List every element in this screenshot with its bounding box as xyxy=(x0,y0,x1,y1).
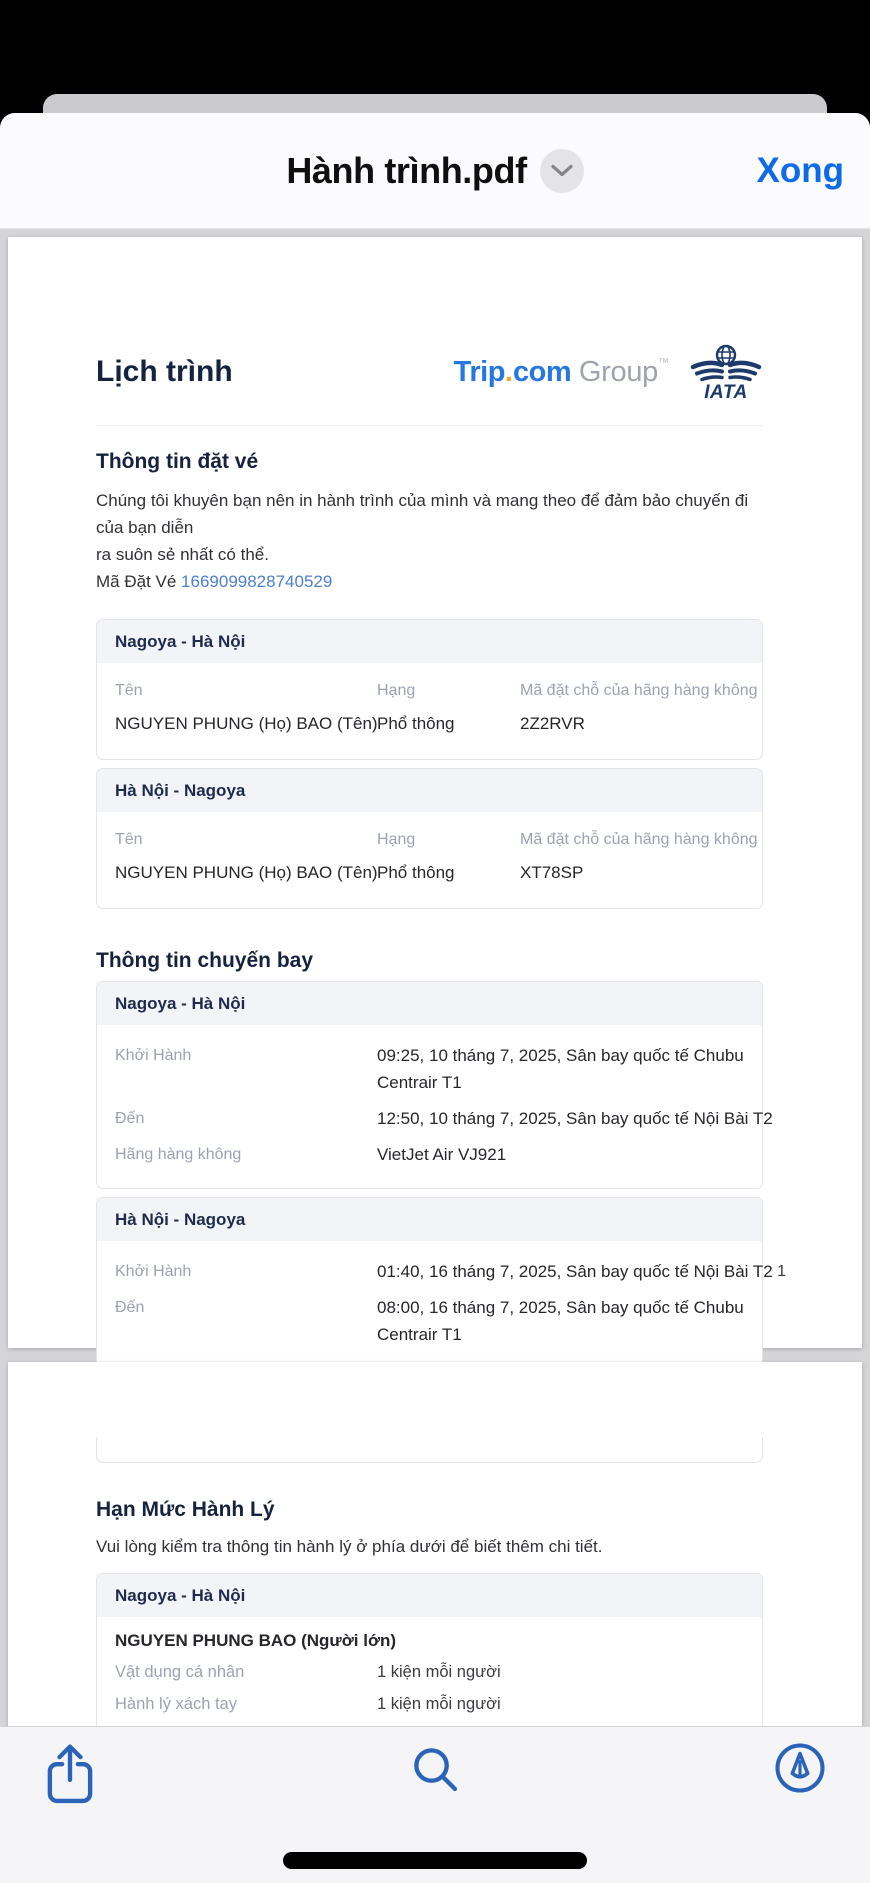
share-icon xyxy=(42,1739,98,1805)
booking-table xyxy=(97,812,762,908)
departure-row xyxy=(115,1042,744,1096)
markup-icon xyxy=(773,1741,827,1795)
document-heading-row xyxy=(96,237,763,401)
markup-button[interactable] xyxy=(773,1741,827,1798)
departure-row xyxy=(115,1258,773,1285)
flight-card-outbound xyxy=(96,981,773,1189)
baggage-row xyxy=(115,1692,744,1716)
flight-info-section xyxy=(96,947,773,1398)
airline-label: Hãng hàng không xyxy=(115,1146,242,1163)
booking-code-label: Mã Đặt Vé xyxy=(96,572,177,591)
arrival-label: Đến xyxy=(115,1299,145,1316)
column-header-cabin: Hạng xyxy=(377,831,416,848)
document-title-group xyxy=(286,149,583,193)
booking-code-line xyxy=(96,568,763,595)
route-header: Nagoya - Hà Nội xyxy=(97,620,762,663)
route-header: Nagoya - Hà Nội xyxy=(97,982,762,1025)
column-header-name: Tên xyxy=(115,682,143,699)
booking-card-return xyxy=(96,768,763,909)
flight-details xyxy=(97,1025,773,1188)
column-header-cabin: Hạng xyxy=(377,682,416,699)
booking-note xyxy=(96,487,763,568)
title-menu-button[interactable] xyxy=(540,149,584,193)
baggage-note: Vui lòng kiểm tra thông tin hành lý ở phía dưới để biết thêm chi tiết. xyxy=(96,1537,603,1556)
baggage-passenger-name: NGUYEN PHUNG BAO (Người lớn) xyxy=(115,1631,397,1650)
chevron-down-icon xyxy=(551,164,573,177)
airline-row xyxy=(115,1141,744,1168)
header-divider xyxy=(96,425,763,426)
search-button[interactable] xyxy=(409,1743,461,1798)
table-fragment-from-previous-page xyxy=(96,1437,763,1463)
column-header-name: Tên xyxy=(115,831,143,848)
baggage-section-heading: Hạn Mức Hành Lý xyxy=(96,1498,275,1521)
cabin-class: Phổ thông xyxy=(377,714,455,733)
share-button[interactable] xyxy=(42,1739,98,1808)
arrival-row xyxy=(115,1294,744,1348)
airline-pnr: 2Z2RVR xyxy=(520,714,585,733)
departure-label: Khởi Hành xyxy=(115,1263,192,1280)
itinerary-title: Lịch trình xyxy=(96,355,233,388)
logo-group xyxy=(454,343,763,401)
booking-section-heading: Thông tin đặt vé xyxy=(96,450,259,473)
done-button[interactable]: Xong xyxy=(757,113,844,229)
pdf-page-1 xyxy=(8,237,862,1348)
baggage-row-label: Hành lý xách tay xyxy=(115,1695,237,1713)
passenger-name: NGUYEN PHUNG (Họ) BAO (Tên) xyxy=(115,714,378,733)
booking-info-section xyxy=(96,448,763,909)
booking-table xyxy=(97,663,762,759)
sheet-header xyxy=(0,113,870,229)
page-number: 1 xyxy=(777,1263,786,1280)
route-header: Nagoya - Hà Nội xyxy=(97,1574,762,1617)
cabin-class: Phổ thông xyxy=(377,863,455,882)
tripcom-group-logo: Trip.com Group™ xyxy=(453,355,669,388)
flight-section-heading: Thông tin chuyến bay xyxy=(96,949,314,972)
baggage-row-label: Vật dụng cá nhân xyxy=(115,1663,245,1681)
booking-code-link[interactable]: 1669099828740529 xyxy=(181,572,333,591)
route-header: Hà Nội - Nagoya xyxy=(97,1198,762,1241)
departure-value: 01:40, 16 tháng 7, 2025, Sân bay quốc tế Nội Bài T2 xyxy=(377,1262,773,1281)
departure-label: Khởi Hành xyxy=(115,1047,192,1064)
column-header-pnr: Mã đặt chỗ của hãng hàng không xyxy=(520,682,758,699)
baggage-row xyxy=(115,1660,744,1684)
passenger-name: NGUYEN PHUNG (Họ) BAO (Tên) xyxy=(115,863,378,882)
document-title: Hành trình.pdf xyxy=(286,149,527,191)
booking-note-line2: ra suôn sẻ nhất có thể. xyxy=(96,545,269,564)
route-header: Hà Nội - Nagoya xyxy=(97,769,762,812)
departure-value: 09:25, 10 tháng 7, 2025, Sân bay quốc tế Chubu Centrair T1 xyxy=(377,1046,744,1092)
baggage-row-value: 1 kiện mỗi người xyxy=(377,1663,501,1681)
booking-card-outbound xyxy=(96,619,763,760)
airline-pnr: XT78SP xyxy=(520,863,584,882)
arrival-value: 12:50, 10 tháng 7, 2025, Sân bay quốc tế Nội Bài T2 xyxy=(377,1109,773,1128)
arrival-label: Đến xyxy=(115,1110,145,1127)
search-icon xyxy=(409,1743,461,1795)
iata-logo xyxy=(689,343,763,401)
airline-value: VietJet Air VJ921 xyxy=(377,1145,507,1164)
arrival-value: 08:00, 16 tháng 7, 2025, Sân bay quốc tế Chubu Centrair T1 xyxy=(377,1298,744,1344)
home-indicator[interactable] xyxy=(283,1852,587,1869)
arrival-row xyxy=(115,1105,773,1132)
column-header-pnr: Mã đặt chỗ của hãng hàng không xyxy=(520,831,758,848)
pdf-preview-sheet xyxy=(0,113,870,1883)
booking-note-line1: Chúng tôi khuyên bạn nên in hành trình của mình và mang theo để đảm bảo chuyến đi của bạn diễn xyxy=(96,491,749,537)
baggage-row-value: 1 kiện mỗi người xyxy=(377,1695,501,1713)
iata-logo-text: IATA xyxy=(704,382,748,401)
